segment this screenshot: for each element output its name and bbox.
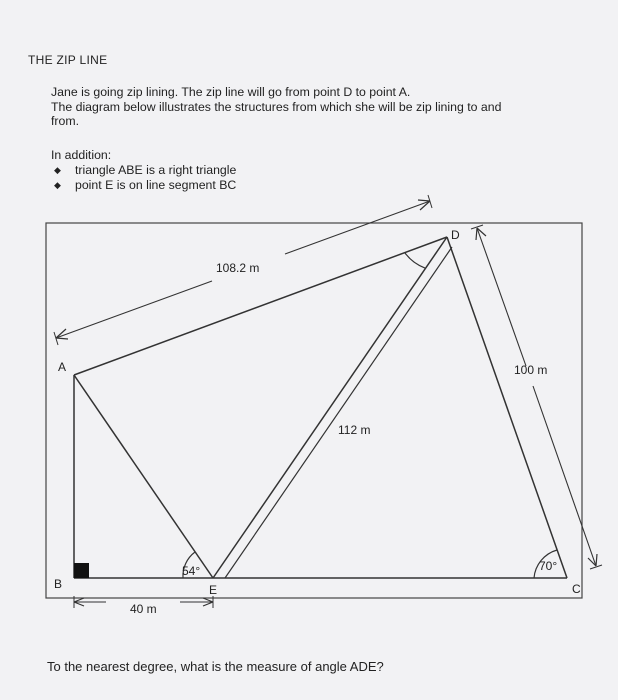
addition-label: In addition: (51, 148, 112, 162)
angle-label-AEB: 54° (182, 564, 201, 578)
angle-arc-ADE (405, 253, 425, 268)
segment-DE (213, 237, 447, 578)
bullet-icon: ◆ (54, 165, 61, 175)
intro-line-1: Jane is going zip lining. The zip line will go from point D to point A. (51, 85, 411, 99)
bullet-icon: ◆ (54, 180, 61, 190)
intro-line-3: from. (51, 114, 80, 128)
dimension-line-AD (285, 201, 430, 254)
condition-item: ◆ point E is on line segment BC (54, 178, 237, 192)
dimension-line-DC (533, 386, 596, 566)
condition-item: ◆ triangle ABE is a right triangle (54, 163, 237, 177)
segment-DC (447, 237, 567, 578)
question-text: To the nearest degree, what is the measure of angle ADE? (47, 659, 384, 674)
angle-label-DCE: 70° (539, 559, 558, 573)
point-label-D: D (451, 228, 460, 242)
zip-line-AD (74, 237, 447, 375)
diagram-frame (46, 223, 582, 598)
length-label-DC: 100 m (514, 363, 548, 377)
point-label-B: B (54, 577, 63, 591)
dimension-line-AD (56, 281, 212, 338)
length-label-BE: 40 m (130, 602, 157, 616)
point-label-E: E (209, 583, 218, 597)
page-title: THE ZIP LINE (28, 53, 108, 67)
point-label-C: C (572, 582, 581, 596)
segment-DE-inner (225, 247, 452, 578)
length-label-DE: 112 m (338, 423, 371, 437)
intro-line-2: The diagram below illustrates the structures from which she will be zip lining to and (51, 99, 502, 114)
length-label-AD: 108.2 m (216, 261, 260, 275)
right-angle-marker (74, 563, 89, 578)
segment-AE (74, 375, 213, 578)
point-label-A: A (58, 360, 67, 374)
